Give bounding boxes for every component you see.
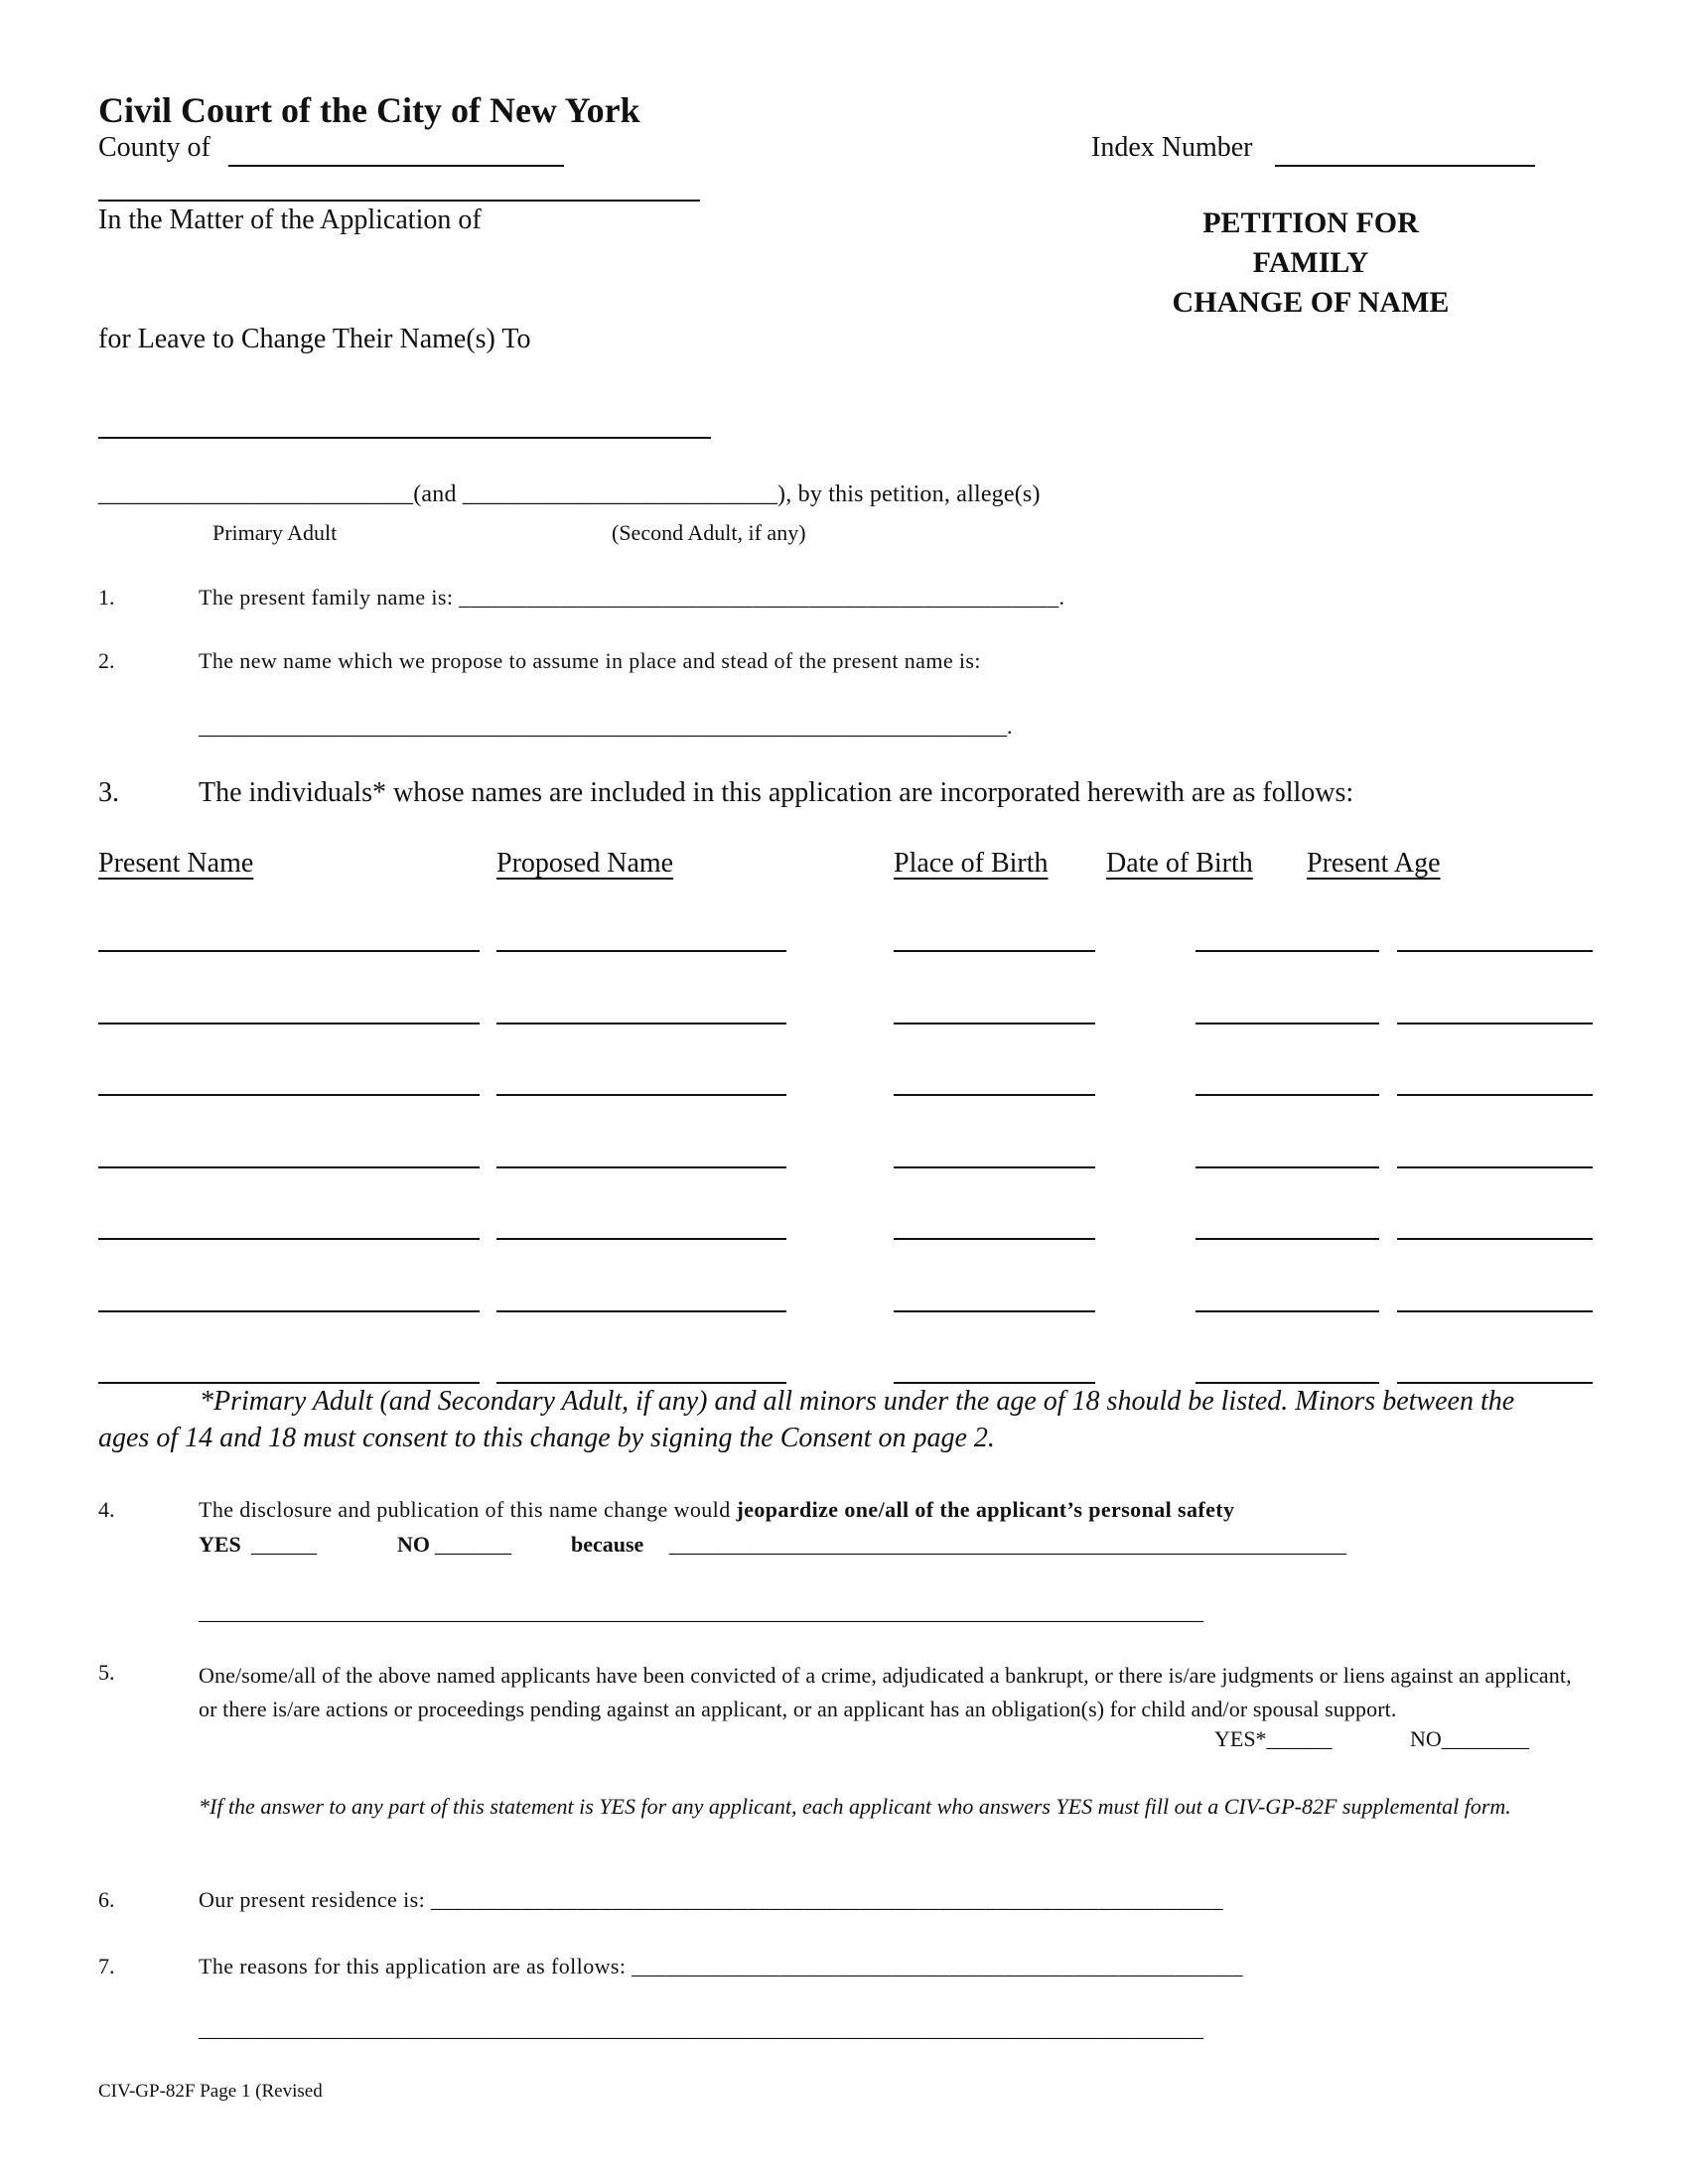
item-4-yes-label: YES [199, 1532, 241, 1557]
item-3-text: The individuals* whose names are included in this application are incorporated herewith are as follows: [199, 777, 1354, 808]
table-cell-field[interactable] [894, 1166, 1095, 1168]
item-2-new-name-blank[interactable]: __________________________________________________________________________. [199, 714, 1013, 739]
table-cell-field[interactable] [1196, 950, 1379, 952]
item-4-because-label: because [571, 1532, 644, 1557]
petition-title-line-1: PETITION FOR [1202, 206, 1419, 239]
col-header-date-of-birth: Date of Birth [1106, 848, 1253, 879]
item-4-yes-blank[interactable]: ______ [251, 1532, 317, 1557]
item-1-number: 1. [98, 585, 115, 610]
table-cell-field[interactable] [1196, 1238, 1379, 1240]
item-4-second-blank[interactable]: ____________________________________________________________________________________________ [199, 1599, 1203, 1624]
petition-title-line-2: FAMILY [1252, 246, 1369, 279]
item-5-text: One/some/all of the above named applicants have been convicted of a crime, adjudicated a bankrupt, or there is/are judgments or liens against an applicant, or there is/are actions or proceedings pending against an applicant, or an applicant has an obligation(s) for child and/or spousal support. [199, 1663, 1572, 1721]
table-cell-field[interactable] [496, 1310, 786, 1312]
table-cell-field[interactable] [1397, 1094, 1593, 1096]
table-cell-field[interactable] [894, 1023, 1095, 1024]
index-number-label: Index Number [1091, 132, 1253, 163]
caption-top-rule [98, 200, 700, 202]
table-cell-field[interactable] [98, 1094, 480, 1096]
item-5-no-field[interactable]: NO________ [1410, 1726, 1529, 1751]
col-header-place-of-birth: Place of Birth [894, 848, 1049, 879]
table-cell-field[interactable] [496, 1094, 786, 1096]
petition-title [1092, 204, 1529, 323]
petition-title-line-3: CHANGE OF NAME [1172, 286, 1450, 319]
table-cell-field[interactable] [98, 1238, 480, 1240]
second-adult-label: (Second Adult, if any) [612, 520, 806, 545]
item-7-number: 7. [98, 1954, 115, 1979]
table-cell-field[interactable] [1397, 1310, 1593, 1312]
form-id-footer: CIV-GP-82F Page 1 (Revised [98, 2081, 323, 2102]
table-cell-field[interactable] [1196, 1166, 1379, 1168]
item-2-number: 2. [98, 648, 115, 673]
table-cell-field[interactable] [98, 1310, 480, 1312]
table-cell-field[interactable] [894, 1094, 1095, 1096]
new-name-field[interactable] [98, 437, 711, 439]
primary-adult-label: Primary Adult [212, 520, 338, 545]
item-4-text-bold: jeopardize one/all of the applicant’s personal safety [736, 1497, 1235, 1522]
table-cell-field[interactable] [496, 1238, 786, 1240]
col-header-present-name: Present Name [98, 848, 254, 879]
table-cell-field[interactable] [1397, 1023, 1593, 1024]
item-6-present-residence[interactable]: Our present residence is: ______________________________________________________________________ [199, 1887, 1223, 1912]
col-header-present-age: Present Age [1307, 848, 1441, 879]
col-header-proposed-name: Proposed Name [496, 848, 674, 879]
item-4-no-label: NO [397, 1532, 430, 1557]
table-cell-field[interactable] [1397, 1238, 1593, 1240]
table-cell-field[interactable] [1397, 950, 1593, 952]
table-footnote: *Primary Adult (and Secondary Adult, if any) and all minors under the age of 18 should be listed. Minors between the ages of 14 and 18 must consent to this change by signing the Consent on page 2. [98, 1386, 1515, 1453]
table-cell-field[interactable] [894, 1238, 1095, 1240]
table-cell-field[interactable] [496, 950, 786, 952]
table-cell-field[interactable] [1397, 1166, 1593, 1168]
item-7-second-blank[interactable]: ____________________________________________________________________________________________ [199, 2016, 1203, 2041]
item-5-yes-field[interactable]: YES*______ [1206, 1726, 1333, 1752]
item-2-text: The new name which we propose to assume in place and stead of the present name is: [199, 648, 981, 673]
item-5-note: *If the answer to any part of this statement is YES for any applicant, each applicant who answers YES must fill out a CIV-GP-82F supplemental form. [199, 1794, 1511, 1819]
petitioners-line[interactable]: __________________________(and __________________________), by this petition, allege(s) [98, 481, 1041, 507]
item-4-no-blank[interactable]: _______ [435, 1532, 511, 1557]
item-7-reasons[interactable]: The reasons for this application are as follows: ______________________________________________________ [199, 1954, 1243, 1979]
index-number-field[interactable] [1275, 165, 1535, 167]
item-4-text [199, 1497, 1234, 1523]
county-label: County of [98, 132, 211, 163]
item-6-number: 6. [98, 1887, 115, 1912]
matter-line: In the Matter of the Application of [98, 205, 482, 235]
item-4-text-a: The disclosure and publication of this name change would [199, 1497, 737, 1522]
item-4-because-blank[interactable]: ______________________________________________________________ [669, 1532, 1346, 1557]
item-1-present-family-name[interactable]: The present family name is: _____________________________________________________. [199, 585, 1065, 610]
table-cell-field[interactable] [496, 1023, 786, 1024]
item-5-number: 5. [98, 1660, 115, 1685]
county-field[interactable] [228, 165, 564, 167]
table-cell-field[interactable] [496, 1166, 786, 1168]
table-cell-field[interactable] [1196, 1094, 1379, 1096]
table-cell-field[interactable] [98, 1166, 480, 1168]
leave-line: for Leave to Change Their Name(s) To [98, 324, 531, 354]
table-cell-field[interactable] [1196, 1310, 1379, 1312]
court-title: Civil Court of the City of New York [98, 90, 640, 130]
table-cell-field[interactable] [98, 1023, 480, 1024]
item-4-number: 4. [98, 1497, 115, 1522]
table-cell-field[interactable] [98, 950, 480, 952]
table-cell-field[interactable] [894, 950, 1095, 952]
item-3-number: 3. [98, 777, 119, 808]
table-cell-field[interactable] [894, 1310, 1095, 1312]
table-cell-field[interactable] [1196, 1023, 1379, 1024]
